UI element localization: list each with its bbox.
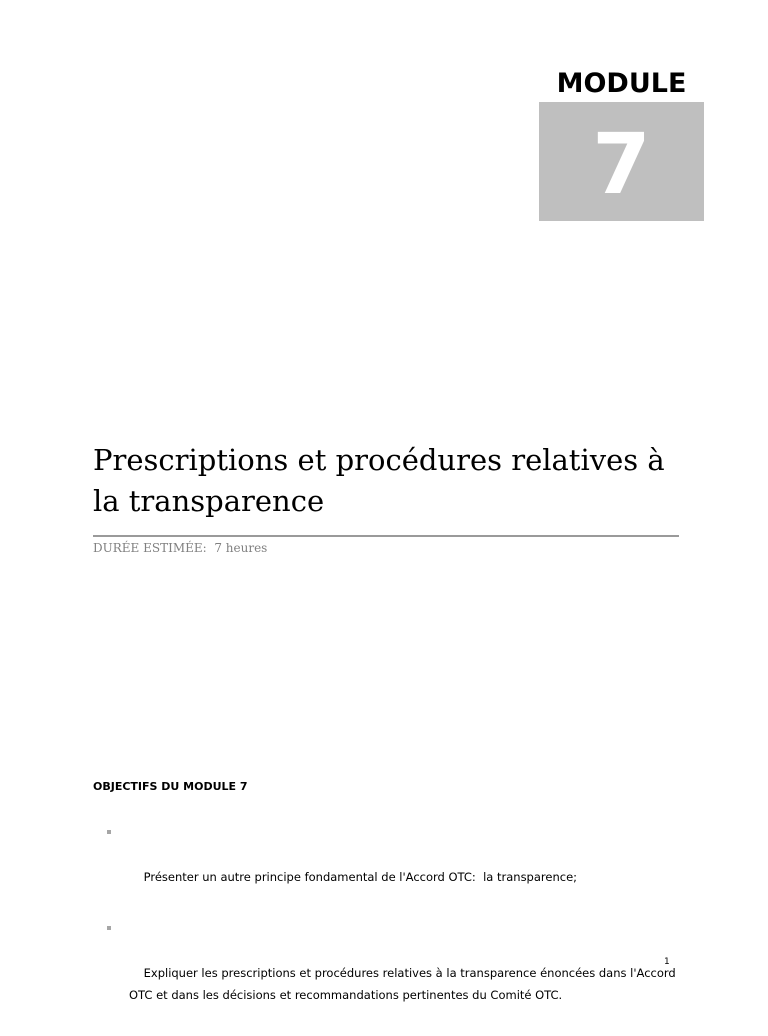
objectives-list [93,822,693,1036]
estimated-duration [93,539,267,557]
page-title: Prescriptions et procédures relatives à la transparence [93,443,665,518]
objective-text: Présenter un autre principe fondamental de l'Accord OTC: la transparence; [143,870,578,884]
page-number: 1 [664,957,670,967]
objectives-heading: OBJECTIFS DU MODULE 7 [93,780,248,793]
duration-label: DURÉE ESTIMÉE: [93,541,207,555]
bullet-icon [107,926,111,930]
objective-item [93,822,693,910]
duration-value: 7 heures [214,541,268,555]
bullet-icon [107,830,111,834]
module-badge [539,66,704,221]
module-number: 7 [592,115,651,213]
objective-text: Expliquer les prescriptions et procédures relatives à la transparence énoncées dans l'Accord OTC et dans les décisions et recommandations pertinentes du Comité OTC. [129,966,680,1002]
title-divider [93,535,679,537]
module-label: MODULE [539,66,704,102]
objective-item [93,918,693,1028]
